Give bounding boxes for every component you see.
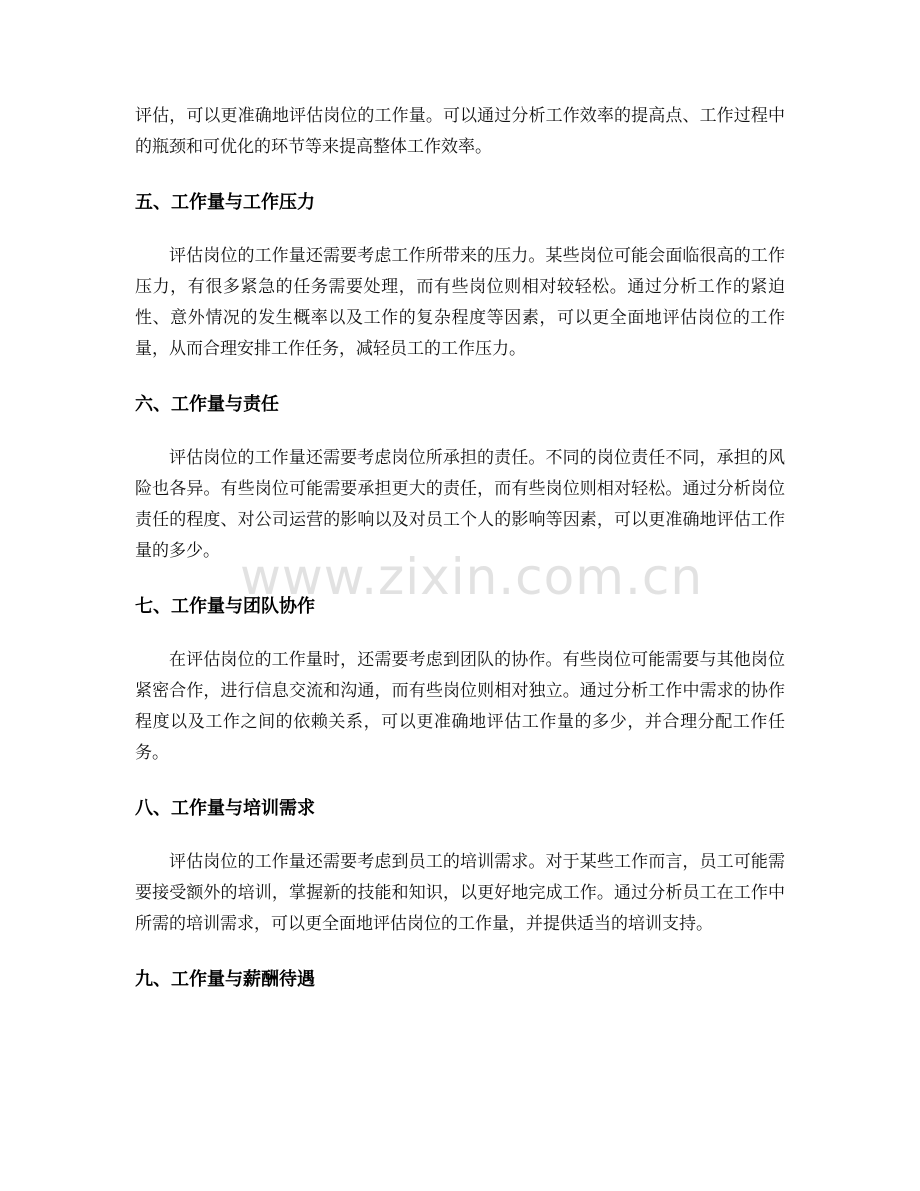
section-paragraph: 评估岗位的工作量还需要考虑到员工的培训需求。对于某些工作而言，员工可能需要接受额外的培训，掌握新的技能和知识，以更好地完成工作。通过分析员工在工作中所需的培训需求，可以更全面地评估岗位的工作量，并提供适当的培训支持。 xyxy=(135,852,785,934)
section-workload-responsibility xyxy=(135,391,785,567)
section-paragraph: 评估岗位的工作量还需要考虑工作所带来的压力。某些岗位可能会面临很高的工作压力，有很多紧急的任务需要处理，而有些岗位则相对较轻松。通过分析工作的紧迫性、意外情况的发生概率以及工作的复杂程度等因素，可以更全面地评估岗位的工作量，从而合理安排工作任务，减轻员工的工作压力。 xyxy=(135,246,785,359)
section-heading: 五、工作量与工作压力 xyxy=(135,192,315,213)
section-paragraph: 评估岗位的工作量还需要考虑岗位所承担的责任。不同的岗位责任不同，承担的风险也各异。有些岗位可能需要承担更大的责任，而有些岗位则相对轻松。通过分析岗位责任的程度、对公司运营的影响以及对员工个人的影响等因素，可以更准确地评估工作量的多少。 xyxy=(135,448,785,561)
section-heading: 七、工作量与团队协作 xyxy=(135,596,315,617)
document-body xyxy=(135,101,785,1018)
section-paragraph: 在评估岗位的工作量时，还需要考虑到团队的协作。有些岗位可能需要与其他岗位紧密合作，进行信息交流和沟通，而有些岗位则相对独立。通过分析工作中需求的协作程度以及工作之间的依赖关系，可以更准确地评估工作量的多少，并合理分配工作任务。 xyxy=(135,650,785,763)
section-heading: 九、工作量与薪酬待遇 xyxy=(135,969,315,990)
watermark: www.zixin.com.cn xyxy=(240,548,704,606)
section-heading: 六、工作量与责任 xyxy=(135,394,279,415)
section-workload-teamwork xyxy=(135,593,785,769)
section-workload-pressure xyxy=(135,189,785,365)
intro-paragraph: 评估，可以更准确地评估岗位的工作量。可以通过分析工作效率的提高点、工作过程中的瓶颈和可优化的环节等来提高整体工作效率。 xyxy=(135,106,785,157)
section-workload-training xyxy=(135,795,785,940)
section-workload-compensation xyxy=(135,966,785,994)
section-heading: 八、工作量与培训需求 xyxy=(135,798,315,819)
